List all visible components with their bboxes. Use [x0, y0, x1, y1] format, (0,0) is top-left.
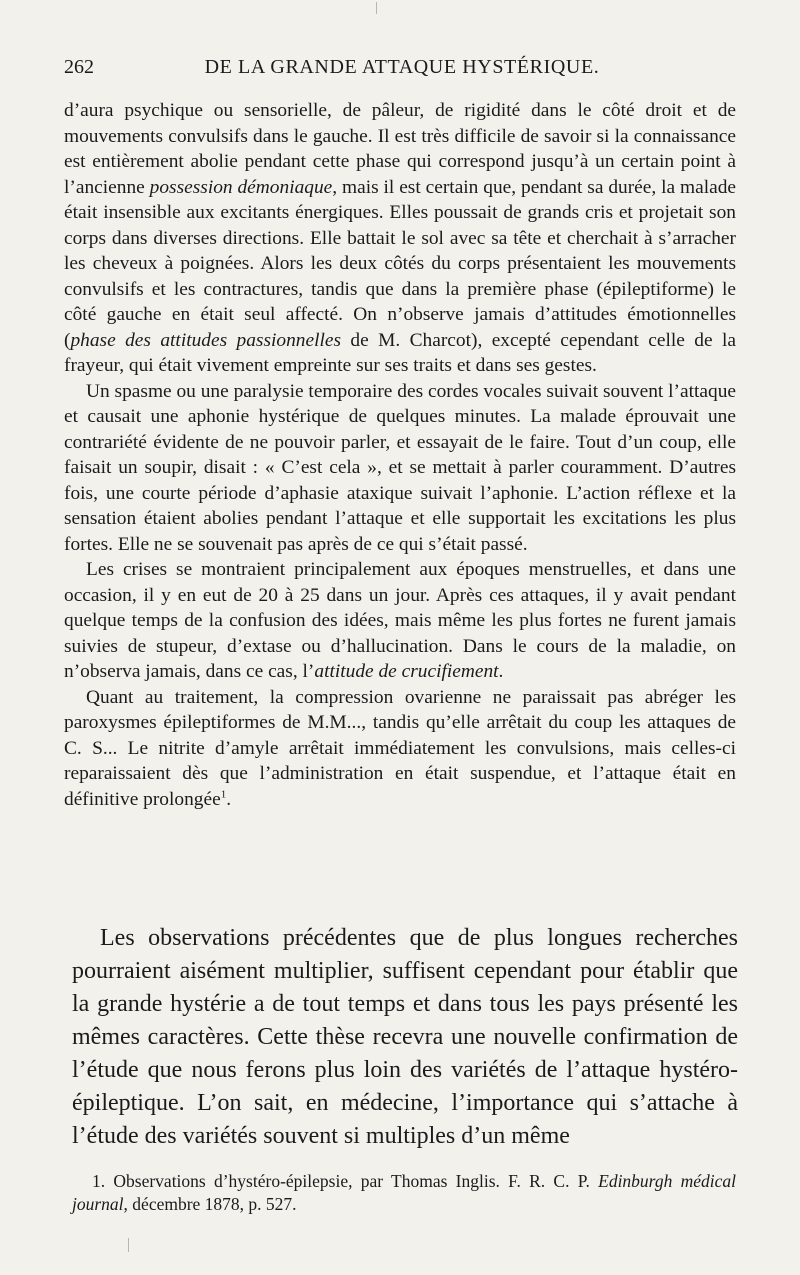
running-title: DE LA GRANDE ATTAQUE HYSTÉRIQUE.	[204, 56, 600, 78]
text-run: Quant au traitement, la compression ovarienne ne paraissait pas abréger les paroxysmes épileptiformes de M.M..., tandis qu’elle arrêtait du coup les attaques de C. S... Le nitrite d’amyle arrêtait immédiatement les convulsions, mais celles-ci reparaissaient dès que l’administration en était suspendue, et l’attaque était en définitive prolongée	[64, 686, 736, 810]
paper-mark	[376, 2, 377, 14]
text-run: d’aura psychique ou sensorielle, de pâleur, de rigidité dans le côté droit et de mouvements convulsifs dans le gauche. Il est très difficile de savoir si la connaissance est entièrement abolie pendant cette phase qui correspond jusqu’à un certain point à l’ancienne	[64, 100, 736, 198]
observation-text	[64, 98, 736, 812]
italic-run: phase des attitudes passionnelles	[70, 329, 342, 351]
main-text	[72, 922, 738, 1153]
footnote-text	[72, 1170, 736, 1216]
text-run: .	[498, 661, 504, 682]
text-run: 1. Observations d’hystéro-épilepsie, par Thomas Inglis. F. R. C. P.	[92, 1171, 599, 1191]
text-run: , décembre 1878, p. 527.	[123, 1194, 297, 1214]
text-run: de M. Charcot), excepté cependant celle de la frayeur, qui était vivement empreinte sur ses traits et dans ses gestes.	[64, 329, 736, 376]
paragraph-aura	[64, 98, 736, 379]
footnote	[72, 1170, 736, 1216]
italic-run: possession démoniaque	[149, 176, 333, 198]
paragraph-spasme: Un spasme ou une paralysie temporaire des cordes vocales suivait souvent l’attaque et causait une aphonie hystérique de quelques minutes. La malade éprouvait une contrariété évidente de ne pouvoir parler, et essayait de le faire. Tout d’un coup, elle faisait un soupir, disait : « C’est cela », et se mettait à parler couramment. D’autres fois, une courte période d’aphasie ataxique suivait l’aphonie. L’action réflexe et la sensation étaient abolies pendant l’attaque et elle supportait les excitations les plus fortes. Elle ne se souvenait pas après de ce qui s’était passé.	[64, 380, 736, 555]
text-run: .	[226, 788, 232, 810]
page-header	[64, 56, 740, 84]
text-run: , mais il est certain que, pendant sa durée, la malade était insensible aux excitants énergiques. Elles poussait de grands cris et projetait son corps dans diverses directions. Elle battait le sol avec sa tête et cherchait à s’arracher les cheveux à poignées. Alors les deux côtés du corps présentaient les mouvements convulsifs et les contractures, tandis que dans la première phase (épileptiforme) le côté gauche en était seul affecté. On n’observe jamais d’attitudes émotionnelles (	[64, 176, 736, 351]
italic-run: Edinburgh médical journal	[72, 1171, 736, 1214]
text-run: Les crises se montraient principalement aux époques menstruelles, et dans une occasion, il y en eut de 20 à 25 dans un jour. Après ces attaques, il y avait pendant quelque temps de la confusion des idées, mais même les plus fortes ne furent jamais suivies de stupeur, d’extase ou d’hallucination. Dans le cours de la maladie, on n’observa jamais, dans ce cas, l’	[64, 559, 736, 682]
paragraph-traitement	[64, 685, 736, 813]
paragraph-crises	[64, 557, 736, 685]
paragraph-observations: Les observations précédentes que de plus longues recherches pourraient aisément multiplier, suffisent cependant pour établir que la grande hystérie a de tout temps et dans tous les pays présenté les mêmes caractères. Cette thèse recevra une nouvelle confirmation de l’étude que nous ferons plus loin des variétés de l’attaque hystéro-épileptique. L’on sait, en médecine, l’importance qui s’attache à l’étude des variétés souvent si multiples d’un même	[72, 925, 738, 1149]
paper-mark	[128, 1238, 129, 1252]
italic-run: attitude de crucifiement	[314, 661, 499, 682]
page-number: 262	[64, 56, 94, 78]
footnote-reference[interactable]: 1	[220, 788, 227, 801]
